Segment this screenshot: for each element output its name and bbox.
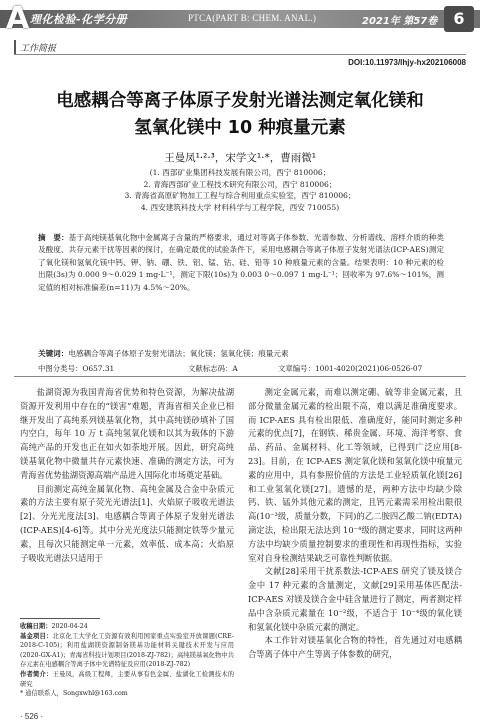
- keywords-label: 关键词：: [38, 349, 69, 358]
- abstract: [38, 232, 444, 294]
- journal-header: [0, 0, 480, 46]
- footnote-received: [20, 622, 234, 632]
- clc-number: 中图分类号：O657.31: [38, 364, 115, 373]
- paragraph: 本工作针对镁基氧化合物的特性，首先通过对电感耦合等离子体中产生等离子体参数的研究，: [248, 635, 462, 660]
- abstract-text: 基于高纯镁基氧化物中金属离子含量的严格要求，通过对等离子体参数、光谱参数、分析谱线、溶样介质的种类及酸度、共存元素干扰等因素的探讨，在确定最优的试验条件下，采用电感耦合等离子体原子发射光谱法(ICP-AES)测定了氧化镁和氢氧化镁中钙、钾、钠、硼、铁、铝、锰、钴、硅、铅等 10 种痕量元素的含量。结果表明：10 种元素的检出限(3s)为 0.000 9～0.029 1 mg·L⁻¹，测定下限(10s)为 0.003 0～0.097 1 mg·L⁻¹；回收率为 97.6%～101%，测定值的相对标准偏差(n=11)为 4.5%～20%。: [38, 233, 445, 292]
- title-line-2: 氢氧化镁中 10 种痕量元素: [134, 118, 346, 138]
- article-number: 文章编号：1001-4020(2021)06-0526-07: [278, 364, 423, 373]
- paragraph: 测定金属元素，而难以测定硼、硫等非金属元素，且部分微量金属元素的检出限不高，难以满足准确度要求。而 ICP-AES 具有检出限低、准确度好，能同时测定多种元素的优点[7]，在钢铁、稀贵金属、环境、海洋考察、食品、药品、金属材料、化工等领域，已得到广泛应用[8-23]。目前，在 ICP-AES 测定氧化镁和氢氧化镁中痕量元素的应用中，具有参照价值的方法是工业轻质氧化镁[26]和工业氢氧化镁[27]。遗憾的是，两种方法中均缺少除钙、铁、锰外其他元素的测定，且钙元素需采用检出限很高(10⁻³级，质量分数，下同)的乙二胺四乙酸二钠(EDTA)滴定法，检出限无法达到 10⁻⁴级的测定要求，同时这两种方法中均缺少质量控制要求的重现性和再现性指标，实验室对自身检测结果缺乏可靠性判断依据。: [248, 387, 462, 563]
- journal-logo: A: [6, 4, 32, 34]
- authors: 王曼凤¹·²·³，宋学文¹·*，曹雨微¹: [164, 152, 316, 164]
- doi[interactable]: DOI:10.11973/lhjy-hx202106008: [348, 58, 466, 67]
- footnote-divider: [20, 618, 100, 619]
- footnote-text: 2020-04-24: [51, 623, 88, 630]
- footnotes: [20, 622, 234, 699]
- keywords-text: 电感耦合等离子体原子发射光谱法；氧化镁；氢氧化镁；痕量元素: [68, 349, 289, 358]
- affiliation: 2. 青海西部矿业工程技术研究有限公司，西宁 810006；: [143, 179, 337, 189]
- divider: [14, 54, 466, 55]
- title-line-1: 电感耦合等离子体原子发射光谱法测定氧化镁和: [56, 91, 424, 111]
- keywords: [38, 348, 444, 359]
- abstract-label: 摘 要：: [38, 233, 69, 242]
- issue-info: 2021年 第57卷: [362, 16, 438, 27]
- paragraph: 文献[28]采用干扰系数法-ICP-AES 研究了镁及镁合金中 17 种元素的含量测定，文献[29]采用基体匹配法-ICP-AES 对镁及镁合金中硅含量进行了测定，两者测定样品中含杂质元素量在 10⁻²级，不适合于 10⁻⁴级的氧化镁和氢氧化镁中杂质元素的测定。: [248, 566, 462, 632]
- issue-number-badge: 6: [444, 6, 474, 32]
- affiliation: 4. 西安建筑科技大学 材料科学与工程学院，西安 710055): [140, 202, 340, 212]
- body-column-right: [248, 386, 462, 716]
- footnote-label: * 通信联系人，: [20, 690, 63, 698]
- page-number: · 526 ·: [20, 712, 44, 721]
- affiliation: 3. 青海省高原矿物加工工程与综合利用重点实验室，西宁 810006；: [124, 191, 356, 200]
- paper-title: [20, 88, 460, 142]
- footnote-label: 收稿日期：: [20, 623, 52, 630]
- footnote-text: 北京化工大学化工资源有效利用国家重点实验室开放课题(CRE-2018-C-105)；利用盐湖镁资源制备镁基功能材料关键技术开发与应用(2020-GX-A1)；青海省科技计划项目(2018-ZJ-782)；高纯镁基氧化物中共存元素在电感耦合等离子体中光谱特征及应用(2018-ZJ-782): [20, 632, 235, 669]
- article-meta: [38, 363, 444, 374]
- paragraph: 盐湖资源为我国青海省优势和特色资源，为解决盐湖资源开发利用中存在的“镁害”难题，青海省相关企业已相继开发出了高纯系列镁基氧化物，其中高纯镁砂填补了国内空白，每年 10 万 t 高纯氢氧化镁和以其为载体的下游高纯产品的开发也正在如火如荼地开展。因此，研究高纯镁基氧化物中微量共存元素快速、准确的测定方法，可为青海省优势盐湖资源高端产品进入国际化市场奠定基础。: [20, 387, 234, 480]
- footnote-label: 基金项目：: [20, 632, 53, 640]
- affiliations: [60, 167, 420, 213]
- footnote-funding: [20, 632, 234, 670]
- journal-name: 理化检验-化学分册: [30, 13, 128, 26]
- footnote-author-bio: [20, 670, 234, 689]
- journal-english-name: PTCA(PART B: CHEM. ANAL.): [188, 13, 317, 23]
- divider: [14, 376, 466, 377]
- footnote-text: 王曼凤，高级工程师，主要从事有色金属、盐湖化工检测技术的研究: [20, 670, 235, 688]
- paragraph: 目前测定高纯金属氧化物、高纯金属及合金中杂质元素的方法主要有原子荧光光谱法[1]、火焰原子吸收光谱法[2]、分光光度法[3]、电感耦合等离子体原子发射光谱法(ICP-AES)[4-6]等。其中分光光度法只能测定铁等少量元素，且每次只能测定单一元素，效率低、成本高；火焰原子吸收光谱法只适用于: [20, 483, 234, 563]
- footnote-contact: [20, 689, 234, 699]
- contact-email[interactable]: Songxwhl@163.com: [62, 690, 128, 698]
- body-column-left: [20, 386, 234, 616]
- section-tag: 工作简报: [14, 40, 60, 55]
- document-code: 文献标志码：A: [188, 364, 238, 373]
- footnote-label: 作者简介：: [20, 670, 53, 678]
- affiliation: (1. 西部矿业集团科技发展有限公司，西宁 810006；: [149, 168, 331, 177]
